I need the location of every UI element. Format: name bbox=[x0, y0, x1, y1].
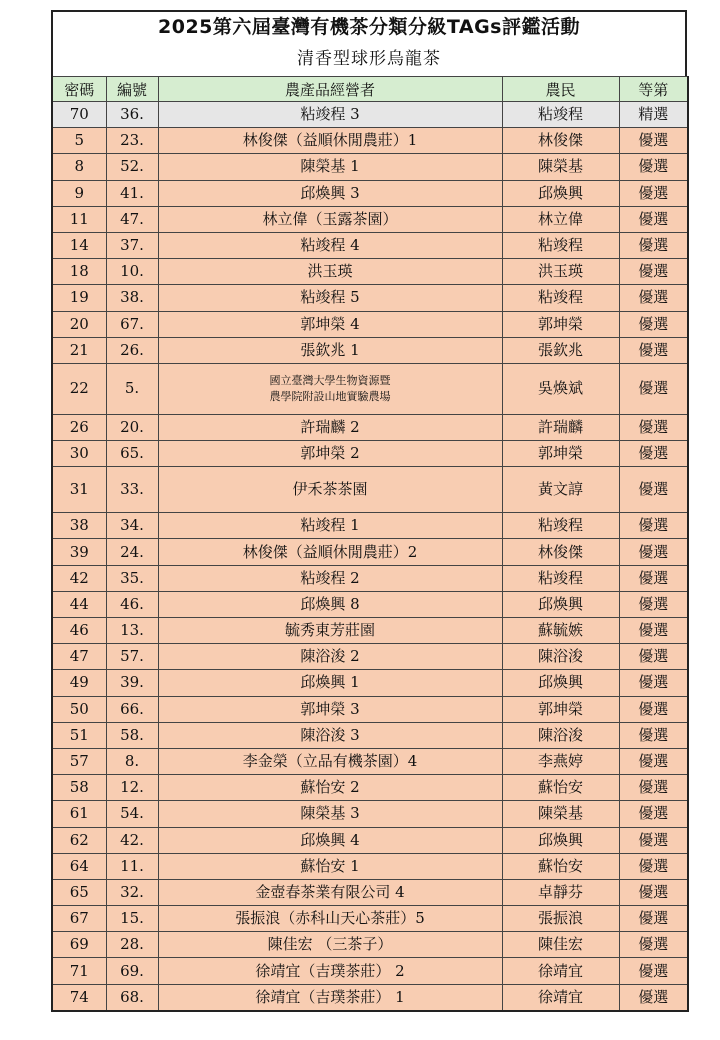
cell-producer: 張欽兆 1 bbox=[158, 337, 502, 363]
cell-grade: 優選 bbox=[619, 591, 688, 617]
cell-farmer: 林俊傑 bbox=[502, 128, 619, 154]
table-row bbox=[52, 467, 688, 513]
cell-farmer: 陳榮基 bbox=[502, 801, 619, 827]
document-title: 2025第六屆臺灣有機茶分類分級TAGs評鑑活動 bbox=[158, 16, 580, 38]
cell-producer: 許瑞麟 2 bbox=[158, 414, 502, 440]
table-row bbox=[52, 285, 688, 311]
table-body bbox=[52, 102, 688, 1011]
cell-farmer: 粘竣程 bbox=[502, 513, 619, 539]
table-row bbox=[52, 644, 688, 670]
cell-grade: 優選 bbox=[619, 363, 688, 414]
cell-code: 50 bbox=[52, 696, 106, 722]
cell-producer: 陳榮基 1 bbox=[158, 154, 502, 180]
cell-code: 20 bbox=[52, 311, 106, 337]
table-row bbox=[52, 259, 688, 285]
cell-farmer: 邱煥興 bbox=[502, 827, 619, 853]
table-row bbox=[52, 232, 688, 258]
table-row bbox=[52, 591, 688, 617]
cell-grade: 優選 bbox=[619, 337, 688, 363]
cell-farmer: 張振浪 bbox=[502, 906, 619, 932]
cell-grade: 優選 bbox=[619, 180, 688, 206]
cell-code: 44 bbox=[52, 591, 106, 617]
cell-number: 39. bbox=[106, 670, 158, 696]
cell-number: 58. bbox=[106, 722, 158, 748]
cell-code: 46 bbox=[52, 618, 106, 644]
table-row bbox=[52, 337, 688, 363]
results-sheet bbox=[51, 10, 687, 1012]
table-row bbox=[52, 670, 688, 696]
cell-code: 61 bbox=[52, 801, 106, 827]
cell-farmer: 李燕婷 bbox=[502, 748, 619, 774]
cell-grade: 優選 bbox=[619, 670, 688, 696]
cell-producer: 陳浴浚 3 bbox=[158, 722, 502, 748]
cell-producer: 邱煥興 1 bbox=[158, 670, 502, 696]
cell-number: 68. bbox=[106, 984, 158, 1011]
cell-farmer: 黃文諄 bbox=[502, 467, 619, 513]
cell-number: 41. bbox=[106, 180, 158, 206]
cell-code: 71 bbox=[52, 958, 106, 984]
cell-farmer: 許瑞麟 bbox=[502, 414, 619, 440]
cell-grade: 優選 bbox=[619, 958, 688, 984]
cell-producer: 林立偉（玉露茶園） bbox=[158, 206, 502, 232]
cell-number: 15. bbox=[106, 906, 158, 932]
cell-code: 49 bbox=[52, 670, 106, 696]
cell-number: 42. bbox=[106, 827, 158, 853]
cell-producer: 郭坤榮 2 bbox=[158, 441, 502, 467]
cell-producer: 毓秀東芳莊園 bbox=[158, 618, 502, 644]
cell-producer: 粘竣程 3 bbox=[158, 102, 502, 128]
table-row bbox=[52, 539, 688, 565]
cell-farmer: 蘇怡安 bbox=[502, 775, 619, 801]
cell-producer: 陳榮基 3 bbox=[158, 801, 502, 827]
cell-code: 51 bbox=[52, 722, 106, 748]
table-row bbox=[52, 932, 688, 958]
cell-number: 37. bbox=[106, 232, 158, 258]
cell-code: 22 bbox=[52, 363, 106, 414]
cell-farmer: 陳佳宏 bbox=[502, 932, 619, 958]
cell-grade: 優選 bbox=[619, 775, 688, 801]
cell-number: 33. bbox=[106, 467, 158, 513]
cell-grade: 優選 bbox=[619, 467, 688, 513]
cell-grade: 優選 bbox=[619, 285, 688, 311]
cell-producer: 李金榮（立品有機茶園）4 bbox=[158, 748, 502, 774]
cell-code: 14 bbox=[52, 232, 106, 258]
table-row bbox=[52, 102, 688, 128]
cell-producer: 邱煥興 8 bbox=[158, 591, 502, 617]
cell-number: 36. bbox=[106, 102, 158, 128]
cell-producer: 林俊傑（益順休閒農莊）2 bbox=[158, 539, 502, 565]
cell-code: 9 bbox=[52, 180, 106, 206]
cell-grade: 優選 bbox=[619, 722, 688, 748]
cell-farmer: 陳浴浚 bbox=[502, 644, 619, 670]
cell-grade: 優選 bbox=[619, 984, 688, 1011]
cell-producer: 邱煥興 4 bbox=[158, 827, 502, 853]
cell-grade: 優選 bbox=[619, 311, 688, 337]
cell-code: 39 bbox=[52, 539, 106, 565]
cell-grade: 優選 bbox=[619, 513, 688, 539]
cell-farmer: 粘竣程 bbox=[502, 102, 619, 128]
cell-producer: 洪玉瑛 bbox=[158, 259, 502, 285]
cell-farmer: 郭坤榮 bbox=[502, 311, 619, 337]
cell-producer: 徐靖宜（吉璞茶莊） 2 bbox=[158, 958, 502, 984]
cell-number: 26. bbox=[106, 337, 158, 363]
table-row bbox=[52, 128, 688, 154]
cell-number: 13. bbox=[106, 618, 158, 644]
cell-farmer: 陳浴浚 bbox=[502, 722, 619, 748]
cell-code: 11 bbox=[52, 206, 106, 232]
table-row bbox=[52, 441, 688, 467]
cell-producer: 粘竣程 1 bbox=[158, 513, 502, 539]
table-row bbox=[52, 180, 688, 206]
cell-producer: 蘇怡安 1 bbox=[158, 853, 502, 879]
cell-code: 47 bbox=[52, 644, 106, 670]
cell-number: 8. bbox=[106, 748, 158, 774]
table-row bbox=[52, 618, 688, 644]
cell-producer: 金壺春茶業有限公司 4 bbox=[158, 879, 502, 905]
cell-producer: 粘竣程 2 bbox=[158, 565, 502, 591]
cell-code: 74 bbox=[52, 984, 106, 1011]
cell-farmer: 卓靜芬 bbox=[502, 879, 619, 905]
cell-code: 26 bbox=[52, 414, 106, 440]
cell-number: 35. bbox=[106, 565, 158, 591]
cell-code: 57 bbox=[52, 748, 106, 774]
cell-grade: 優選 bbox=[619, 618, 688, 644]
cell-grade: 優選 bbox=[619, 801, 688, 827]
cell-producer: 蘇怡安 2 bbox=[158, 775, 502, 801]
table-row bbox=[52, 775, 688, 801]
header-code: 密碼 bbox=[52, 77, 106, 102]
cell-code: 31 bbox=[52, 467, 106, 513]
cell-producer: 陳浴浚 2 bbox=[158, 644, 502, 670]
cell-number: 32. bbox=[106, 879, 158, 905]
table-row bbox=[52, 748, 688, 774]
cell-code: 58 bbox=[52, 775, 106, 801]
cell-farmer: 陳榮基 bbox=[502, 154, 619, 180]
cell-number: 34. bbox=[106, 513, 158, 539]
cell-code: 19 bbox=[52, 285, 106, 311]
cell-code: 65 bbox=[52, 879, 106, 905]
table-row bbox=[52, 513, 688, 539]
cell-farmer: 粘竣程 bbox=[502, 285, 619, 311]
cell-farmer: 吳煥斌 bbox=[502, 363, 619, 414]
table-row bbox=[52, 565, 688, 591]
cell-producer: 郭坤榮 3 bbox=[158, 696, 502, 722]
cell-number: 46. bbox=[106, 591, 158, 617]
table-row bbox=[52, 906, 688, 932]
table-row bbox=[52, 154, 688, 180]
cell-code: 67 bbox=[52, 906, 106, 932]
cell-grade: 優選 bbox=[619, 644, 688, 670]
cell-producer: 陳佳宏 （三茶子） bbox=[158, 932, 502, 958]
cell-producer: 粘竣程 4 bbox=[158, 232, 502, 258]
cell-code: 42 bbox=[52, 565, 106, 591]
cell-number: 12. bbox=[106, 775, 158, 801]
table-row bbox=[52, 879, 688, 905]
cell-producer: 張振浪（赤科山天心茶莊）5 bbox=[158, 906, 502, 932]
cell-number: 57. bbox=[106, 644, 158, 670]
cell-producer: 邱煥興 3 bbox=[158, 180, 502, 206]
cell-producer: 徐靖宜（吉璞茶莊） 1 bbox=[158, 984, 502, 1011]
cell-grade: 精選 bbox=[619, 102, 688, 128]
cell-grade: 優選 bbox=[619, 879, 688, 905]
cell-producer: 郭坤榮 4 bbox=[158, 311, 502, 337]
results-table bbox=[51, 76, 689, 1012]
cell-grade: 優選 bbox=[619, 906, 688, 932]
table-row bbox=[52, 827, 688, 853]
document-subtitle: 清香型球形烏龍茶 bbox=[297, 49, 441, 69]
cell-number: 28. bbox=[106, 932, 158, 958]
cell-grade: 優選 bbox=[619, 853, 688, 879]
cell-number: 47. bbox=[106, 206, 158, 232]
cell-grade: 優選 bbox=[619, 539, 688, 565]
cell-number: 52. bbox=[106, 154, 158, 180]
cell-grade: 優選 bbox=[619, 259, 688, 285]
cell-grade: 優選 bbox=[619, 441, 688, 467]
header-grade: 等第 bbox=[619, 77, 688, 102]
cell-number: 5. bbox=[106, 363, 158, 414]
cell-grade: 優選 bbox=[619, 206, 688, 232]
header-farmer: 農民 bbox=[502, 77, 619, 102]
table-row bbox=[52, 696, 688, 722]
cell-farmer: 蘇毓嫉 bbox=[502, 618, 619, 644]
cell-grade: 優選 bbox=[619, 827, 688, 853]
cell-farmer: 林俊傑 bbox=[502, 539, 619, 565]
table-row bbox=[52, 722, 688, 748]
header-number: 編號 bbox=[106, 77, 158, 102]
cell-code: 30 bbox=[52, 441, 106, 467]
cell-farmer: 邱煥興 bbox=[502, 180, 619, 206]
cell-grade: 優選 bbox=[619, 565, 688, 591]
title-block bbox=[51, 10, 687, 76]
cell-code: 69 bbox=[52, 932, 106, 958]
cell-code: 8 bbox=[52, 154, 106, 180]
cell-code: 38 bbox=[52, 513, 106, 539]
cell-number: 24. bbox=[106, 539, 158, 565]
cell-number: 69. bbox=[106, 958, 158, 984]
cell-farmer: 徐靖宜 bbox=[502, 984, 619, 1011]
cell-number: 10. bbox=[106, 259, 158, 285]
cell-code: 5 bbox=[52, 128, 106, 154]
table-row bbox=[52, 206, 688, 232]
header-producer: 農產品經營者 bbox=[158, 77, 502, 102]
table-row bbox=[52, 958, 688, 984]
cell-producer: 伊禾茶茶園 bbox=[158, 467, 502, 513]
cell-farmer: 粘竣程 bbox=[502, 565, 619, 591]
cell-farmer: 徐靖宜 bbox=[502, 958, 619, 984]
table-row bbox=[52, 414, 688, 440]
cell-farmer: 蘇怡安 bbox=[502, 853, 619, 879]
cell-farmer: 張欽兆 bbox=[502, 337, 619, 363]
header-row bbox=[52, 77, 688, 102]
table-row bbox=[52, 311, 688, 337]
cell-grade: 優選 bbox=[619, 414, 688, 440]
cell-code: 70 bbox=[52, 102, 106, 128]
cell-grade: 優選 bbox=[619, 232, 688, 258]
cell-number: 11. bbox=[106, 853, 158, 879]
cell-producer bbox=[158, 363, 502, 414]
cell-number: 23. bbox=[106, 128, 158, 154]
cell-farmer: 郭坤榮 bbox=[502, 441, 619, 467]
cell-producer: 粘竣程 5 bbox=[158, 285, 502, 311]
cell-number: 67. bbox=[106, 311, 158, 337]
cell-code: 18 bbox=[52, 259, 106, 285]
table-row bbox=[52, 984, 688, 1011]
cell-grade: 優選 bbox=[619, 154, 688, 180]
cell-farmer: 郭坤榮 bbox=[502, 696, 619, 722]
cell-number: 20. bbox=[106, 414, 158, 440]
cell-farmer: 邱煥興 bbox=[502, 591, 619, 617]
cell-code: 64 bbox=[52, 853, 106, 879]
producer-line-1: 國立臺灣大學生物資源暨 bbox=[269, 373, 391, 387]
cell-producer: 林俊傑（益順休閒農莊）1 bbox=[158, 128, 502, 154]
cell-number: 54. bbox=[106, 801, 158, 827]
cell-code: 21 bbox=[52, 337, 106, 363]
cell-farmer: 洪玉瑛 bbox=[502, 259, 619, 285]
cell-grade: 優選 bbox=[619, 696, 688, 722]
table-row bbox=[52, 363, 688, 414]
cell-code: 62 bbox=[52, 827, 106, 853]
table-row bbox=[52, 801, 688, 827]
cell-farmer: 粘竣程 bbox=[502, 232, 619, 258]
cell-number: 65. bbox=[106, 441, 158, 467]
cell-number: 38. bbox=[106, 285, 158, 311]
cell-grade: 優選 bbox=[619, 128, 688, 154]
table-row bbox=[52, 853, 688, 879]
cell-grade: 優選 bbox=[619, 932, 688, 958]
producer-line-2: 農學院附設山地實驗農場 bbox=[269, 389, 391, 403]
cell-farmer: 林立偉 bbox=[502, 206, 619, 232]
cell-grade: 優選 bbox=[619, 748, 688, 774]
cell-farmer: 邱煥興 bbox=[502, 670, 619, 696]
cell-number: 66. bbox=[106, 696, 158, 722]
